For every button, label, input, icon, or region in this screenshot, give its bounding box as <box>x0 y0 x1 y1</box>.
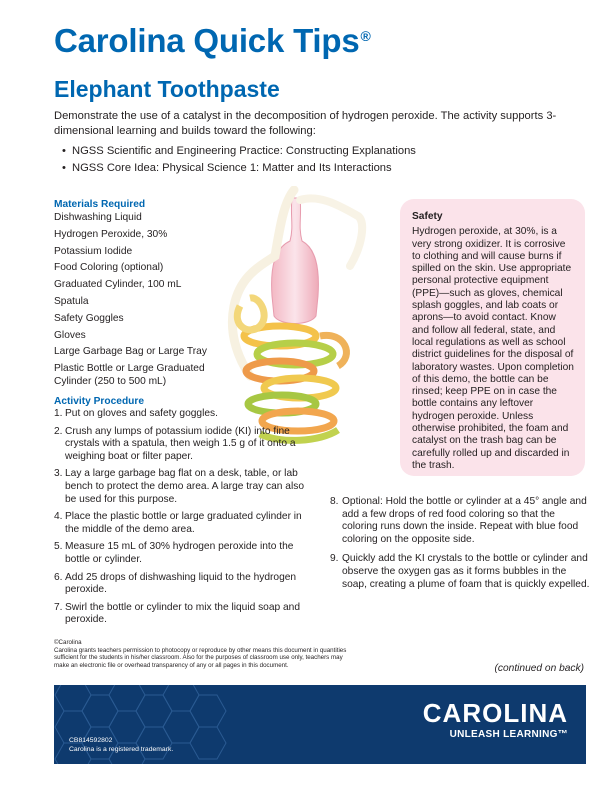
safety-heading: Safety <box>412 211 443 222</box>
material-item: Food Coloring (optional) <box>54 262 164 274</box>
step-text: Quickly add the KI crystals to the bottle or cylinder and observe the oxygen gas as it forms bubbles in the soap, creating a plume of foam that is quickly expelled. <box>342 553 590 590</box>
step-text: Add 25 drops of dishwashing liquid to the hydrogen peroxide. <box>65 571 297 596</box>
bullet-item: • NGSS Scientific and Engineering Practice: Constructing Explanations <box>62 145 416 157</box>
page-title <box>54 22 371 60</box>
step-number: 8. <box>330 496 339 507</box>
title-text: Carolina Quick Tips <box>54 22 360 59</box>
footer-legal <box>69 737 173 754</box>
step-number: 9. <box>330 553 339 565</box>
procedure-step <box>54 426 314 464</box>
procedure-step <box>54 541 314 566</box>
step-text: Swirl the bottle or cylinder to mix the liquid soap and peroxide. <box>65 601 300 626</box>
intro-paragraph: Demonstrate the use of a catalyst in the decomposition of hydrogen peroxide. The activity supports 3-dimensional learning and builds toward the following: <box>54 110 557 137</box>
material-item: Spatula <box>54 295 89 307</box>
footer-banner <box>54 685 586 764</box>
material-item: Dishwashing Liquid <box>54 212 142 223</box>
bullet-item: • NGSS Core Idea: Physical Science 1: Matter and Its Interactions <box>62 162 416 174</box>
continued-on-back: (continued on back) <box>494 663 584 674</box>
brand-name: CAROLINA <box>422 698 568 728</box>
trademark-notice: Carolina is a registered trademark. <box>69 745 174 753</box>
step-text: Crush any lumps of potassium iodide (KI) into fine crystals with a spatula, then weigh 1.5 g of it onto a weighing boat or filter paper. <box>65 425 296 462</box>
procedure-step <box>54 602 314 627</box>
procedure-step <box>330 553 592 591</box>
procedure-step <box>54 468 314 506</box>
step-text: Lay a large garbage bag flat on a desk, table, or lab bench to protect the demo area. A large tray can also be used for this purpose. <box>65 468 304 505</box>
step-number: 5. <box>54 541 63 553</box>
step-text: Put on gloves and safety goggles. <box>65 408 218 419</box>
material-item: Large Garbage Bag or Large Tray <box>54 346 207 358</box>
brand-tagline: UNLEASH LEARNING™ <box>449 729 568 740</box>
step-text: Optional: Hold the bottle or cylinder at a 45° angle and add a few drops of red food coloring so that the coloring runs down the inside. Repeat with blue food coloring on the opposite side. <box>342 496 587 545</box>
carolina-logo <box>423 699 568 740</box>
copyright-permission: Carolina grants teachers permission to photocopy or reproduce by other means this document in quantities sufficient for the students in his/her classroom. Also for the purposes of classroom use only, teachers may make an electronic file or overhead transparency of any or all pages in this document. <box>54 646 347 669</box>
procedure-step <box>330 496 592 546</box>
material-item: Graduated Cylinder, 100 mL <box>54 279 182 291</box>
material-item: Plastic Bottle or Large Graduated Cylinder (250 to 500 mL) <box>54 363 205 387</box>
safety-box <box>400 199 585 476</box>
step-number: 2. <box>54 425 63 437</box>
page-subtitle: Elephant Toothpaste <box>54 76 280 102</box>
materials-heading: Materials Required <box>54 199 146 210</box>
step-number: 6. <box>54 571 63 583</box>
procedure-step <box>54 408 314 421</box>
registered-mark: ® <box>360 28 371 44</box>
copyright-notice <box>54 639 354 669</box>
procedure-steps-right <box>330 496 592 598</box>
step-text: Measure 15 mL of 30% hydrogen peroxide into the bottle or cylinder. <box>65 541 294 565</box>
step-number: 4. <box>54 511 63 523</box>
procedure-heading: Activity Procedure <box>54 396 145 407</box>
material-item: Safety Goggles <box>54 312 124 324</box>
material-item: Potassium Iodide <box>54 245 133 257</box>
step-number: 7. <box>54 601 63 613</box>
copyright-line: ©Carolina <box>54 639 82 646</box>
material-item: Hydrogen Peroxide, 30% <box>54 228 168 240</box>
procedure-steps-left <box>54 408 314 632</box>
ngss-bullet-list <box>62 145 416 179</box>
safety-text: Hydrogen peroxide, at 30%, is a very strong oxidizer. It is corrosive to clothing and will cause burns if spilled on the skin. Use appropriate personal protective equipment (PPE)—such as gloves, chemical splash goggles, and lab coats or aprons—to avoid contact. Know and follow all federal, state, and local regulations as well as school district guidelines for the disposal of laboratory wastes. Upon completion of this demo, the bottle can be rinsed; keep PPE on in case the bottle contains any leftover hydrogen peroxide. Unless otherwise prohibited, the foam and catalyst on the trash bag can be carefully rolled up and discarded in the trash. <box>412 226 574 471</box>
procedure-step <box>54 511 314 536</box>
materials-list <box>54 212 244 392</box>
procedure-step <box>54 572 314 597</box>
step-text: Place the plastic bottle or large graduated cylinder in the middle of the demo area. <box>65 511 302 535</box>
product-code: CB814592802 <box>69 737 113 744</box>
step-number: 1. <box>54 408 63 419</box>
material-item: Gloves <box>54 329 86 341</box>
step-number: 3. <box>54 468 63 480</box>
